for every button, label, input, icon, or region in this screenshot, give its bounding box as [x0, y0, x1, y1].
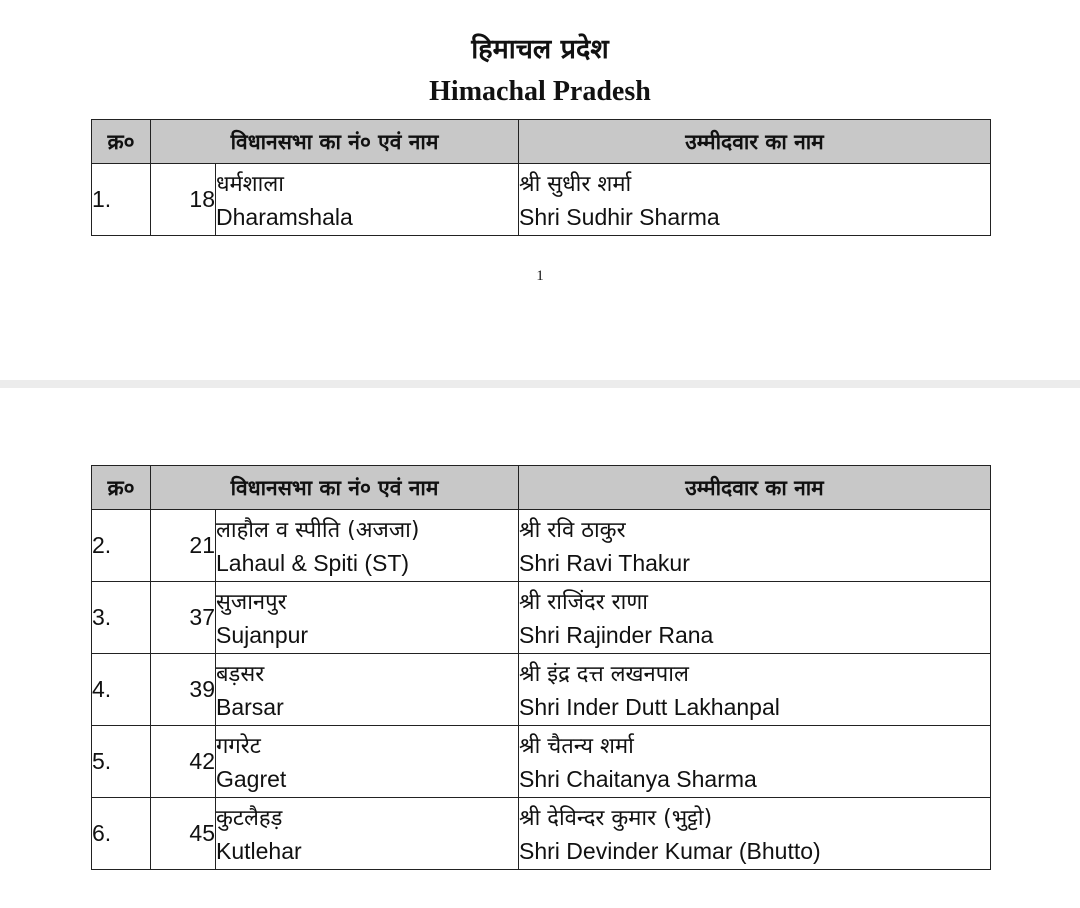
- table-body: [92, 164, 991, 236]
- candidate-name-english: Shri Chaitanya Sharma: [519, 765, 757, 792]
- constituency-name-hindi: सुजानपुर: [216, 589, 287, 615]
- row-constituency: [216, 726, 519, 798]
- constituency-name-hindi: धर्मशाला: [216, 171, 284, 197]
- constituency-name-english: Sujanpur: [216, 621, 309, 648]
- constituency-name-english: Barsar: [216, 693, 284, 720]
- document-page-2: [0, 388, 1080, 908]
- constituency-name-hindi: लाहौल व स्पीति (अजजा): [216, 517, 420, 543]
- row-constituency-number: 39: [151, 654, 216, 726]
- row-candidate: [519, 510, 991, 582]
- page-number: 1: [536, 268, 544, 284]
- constituency-name-english: Kutlehar: [216, 837, 302, 864]
- row-constituency-number: 21: [151, 510, 216, 582]
- candidate-name-hindi: श्री देविन्दर कुमार (भुट्टो): [519, 805, 713, 831]
- header-serial: क्र०: [92, 120, 151, 164]
- candidate-name-english: Shri Sudhir Sharma: [519, 203, 720, 230]
- constituency-name-hindi: कुटलैहड़: [216, 805, 283, 831]
- row-constituency: [216, 510, 519, 582]
- candidate-name-english: Shri Rajinder Rana: [519, 621, 714, 648]
- page-separator: [0, 380, 1080, 388]
- row-constituency-number: 42: [151, 726, 216, 798]
- header-serial: क्र०: [92, 466, 151, 510]
- header-candidate: उम्मीदवार का नाम: [519, 466, 991, 510]
- row-serial: 2.: [92, 510, 151, 582]
- constituency-name-english: Gagret: [216, 765, 287, 792]
- row-constituency-number: 18: [151, 164, 216, 236]
- row-serial: 3.: [92, 582, 151, 654]
- table-row: [92, 798, 991, 870]
- row-serial: 5.: [92, 726, 151, 798]
- constituency-name-hindi: बड़सर: [216, 661, 265, 687]
- page-title-hindi: हिमाचल प्रदेश: [471, 34, 609, 65]
- candidate-name-hindi: श्री सुधीर शर्मा: [519, 171, 632, 197]
- candidate-name-english: Shri Devinder Kumar (Bhutto): [519, 837, 821, 864]
- row-candidate: [519, 654, 991, 726]
- row-constituency-number: 45: [151, 798, 216, 870]
- candidate-table-page-1: [91, 119, 991, 236]
- candidate-name-hindi: श्री इंद्र दत्त लखनपाल: [519, 661, 689, 687]
- candidate-name-english: Shri Inder Dutt Lakhanpal: [519, 693, 780, 720]
- table-body: [92, 510, 991, 870]
- row-candidate: [519, 726, 991, 798]
- constituency-name-english: Dharamshala: [216, 203, 353, 230]
- constituency-name-hindi: गगरेट: [216, 733, 261, 759]
- page-title-english: Himachal Pradesh: [429, 76, 651, 107]
- row-constituency: [216, 798, 519, 870]
- row-constituency: [216, 582, 519, 654]
- candidate-table-page-2: [91, 465, 991, 870]
- header-candidate: उम्मीदवार का नाम: [519, 120, 991, 164]
- table-row: [92, 164, 991, 236]
- candidate-name-english: Shri Ravi Thakur: [519, 549, 690, 576]
- candidate-name-hindi: श्री चैतन्य शर्मा: [519, 733, 634, 759]
- row-constituency-number: 37: [151, 582, 216, 654]
- table-row: [92, 582, 991, 654]
- document-page-1: [0, 0, 1080, 380]
- candidate-name-hindi: श्री राजिंदर राणा: [519, 589, 648, 615]
- row-candidate: [519, 582, 991, 654]
- row-constituency: [216, 654, 519, 726]
- row-constituency: [216, 164, 519, 236]
- table-header-row: [92, 466, 991, 510]
- candidate-name-hindi: श्री रवि ठाकुर: [519, 517, 626, 543]
- table-row: [92, 654, 991, 726]
- header-constituency: विधानसभा का नं० एवं नाम: [151, 120, 519, 164]
- row-serial: 4.: [92, 654, 151, 726]
- row-candidate: [519, 164, 991, 236]
- table-row: [92, 726, 991, 798]
- row-candidate: [519, 798, 991, 870]
- row-serial: 1.: [92, 164, 151, 236]
- constituency-name-english: Lahaul & Spiti (ST): [216, 549, 410, 576]
- table-header-row: [92, 120, 991, 164]
- header-constituency: विधानसभा का नं० एवं नाम: [151, 466, 519, 510]
- table-row: [92, 510, 991, 582]
- row-serial: 6.: [92, 798, 151, 870]
